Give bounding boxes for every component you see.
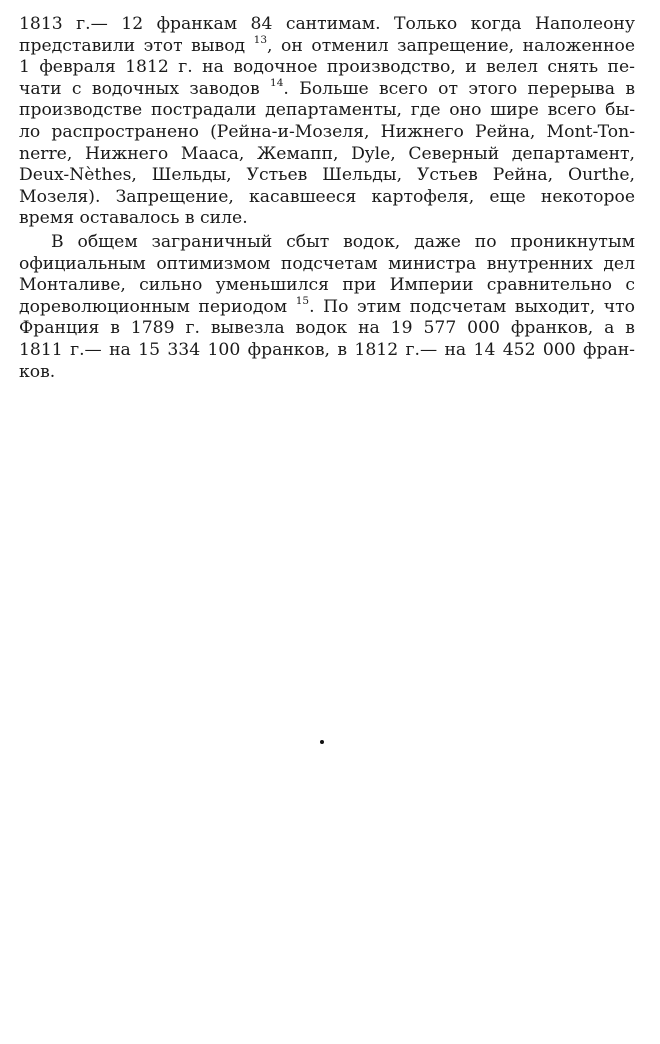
paragraph-1-line-6: ло распространено (Рейна-и-Мозеля, Нижнего Рейна, Mont-Ton- <box>19 121 635 142</box>
paragraph-1-line-9: Мозеля). Запрещение, касавшееся картофеля, еще некоторое <box>19 186 635 207</box>
text-fragment: представили этот вывод <box>19 35 246 56</box>
paragraph-2-line-4 <box>19 294 636 319</box>
paragraph-1-line-10: время оставалось в силе. <box>19 208 248 229</box>
paragraph-1-line-4 <box>19 79 635 101</box>
paragraph-1-line-3: 1 февраля 1812 г. на водочное производство, и велел снять пе- <box>19 57 635 78</box>
paragraph-2-line-2: официальным оптимизмом подсчетам министра внутренних дел <box>19 253 635 274</box>
footnote-ref-13: 13 <box>253 33 268 46</box>
body-text <box>19 14 635 383</box>
paragraph-2-line-1: В общем заграничный сбыт водок, даже по проникнутым <box>51 231 635 252</box>
paragraph-2-line-6: 1811 г.— на 15 334 100 франков, в 1812 г.— на 14 452 000 фран- <box>19 339 635 360</box>
text-fragment: , он отменил запрещение, наложенное <box>267 35 635 56</box>
scan-speck <box>320 740 324 744</box>
paragraph-2-line-7: ков. <box>19 361 56 382</box>
paragraph-2-line-3: Монталиве, сильно уменьшился при Империи сравнительно с <box>19 275 635 296</box>
paragraph-2-line-5: Франция в 1789 г. вывезла водок на 19 577 000 франков, а в <box>19 318 635 339</box>
paragraph-1-line-1: 1813 г.— 12 франкам 84 сантимам. Только когда Наполеону <box>19 14 635 34</box>
text-fragment: . По этим подсчетам выходит, что <box>309 296 636 317</box>
paragraph-1-line-5: производстве пострадали департаменты, где оно шире всего бы- <box>19 100 635 121</box>
text-fragment: чати с водочных заводов <box>19 78 260 99</box>
text-fragment: дореволюционным периодом <box>19 296 288 317</box>
paragraph-1-line-8: Deux-Nèthes, Шельды, Устьев Шельды, Устьев Рейна, Ourthe, <box>19 165 635 186</box>
footnote-ref-15: 15 <box>295 294 310 307</box>
paragraph-1-line-7: nerre, Нижнего Мааса, Жемапп, Dyle, Северный департамент, <box>19 143 635 164</box>
text-fragment: . Больше всего от этого перерыва в <box>283 78 635 99</box>
footnote-ref-14: 14 <box>270 77 284 90</box>
paragraph-1-line-2 <box>19 33 635 58</box>
